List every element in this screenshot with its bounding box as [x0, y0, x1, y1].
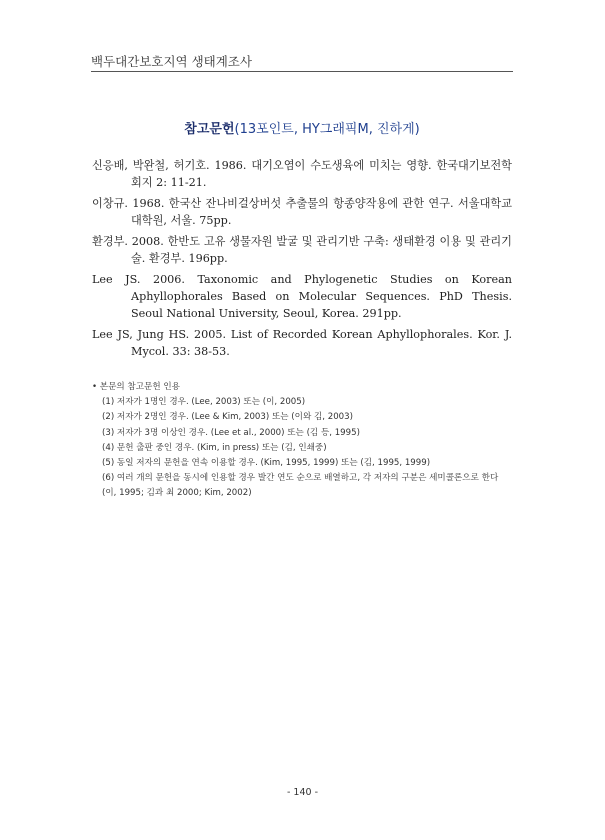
reference-entry: Lee JS, Jung HS. 2005. List of Recorded Korean Aphyllophorales. Kor. J. Mycol. 33: 38-53.	[92, 328, 512, 358]
reference-entry: Lee JS. 2006. Taxonomic and Phylogenetic Studies on Korean Aphyllophorales Based on Molecular Sequences. PhD Thesis. Seoul National University, Seoul, Korea. 291pp.	[92, 273, 512, 320]
reference-entry: 이창규. 1968. 한국산 잔나비걸상버섯 추출물의 항종양작용에 관한 연구. 서울대학교 대학원, 서울. 75pp.	[92, 197, 512, 227]
citation-note-item: (2) 저자가 2명인 경우. (Lee & Kim, 2003) 또는 (이와 김, 2003)	[102, 412, 353, 423]
citation-note-item: (6) 여러 개의 문헌을 동시에 인용할 경우 발간 연도 순으로 배열하고, 각 저자의 구분은 세미콜론으로 한다(이, 1995; 김과 최 2000; Kim, 2002)	[102, 473, 499, 499]
section-title-format-note: (13포인트, HY그래픽M, 진하게)	[234, 122, 420, 137]
page-number: - 140 -	[286, 787, 319, 798]
citation-note-item: (5) 동일 저자의 문헌을 연속 이용할 경우. (Kim, 1995, 1999) 또는 (김, 1995, 1999)	[102, 458, 431, 469]
citation-note-item: (4) 문헌 출판 중인 경우. (Kim, in press) 또는 (김, 인쇄중)	[102, 442, 327, 453]
reference-entry: 환경부. 2008. 한반도 고유 생물자원 발굴 및 관리기반 구축: 생태환경 이용 및 관리기술. 환경부. 196pp.	[92, 235, 512, 265]
citation-note-item: (1) 저자가 1명인 경우. (Lee, 2003) 또는 (이, 2005)	[102, 397, 306, 408]
running-header: 백두대간보호지역 생태계조사	[91, 54, 252, 69]
reference-list	[92, 158, 512, 365]
section-title-main: 참고문헌	[184, 122, 235, 137]
section-title	[91, 118, 513, 137]
reference-entry: 신응배, 박완철, 허기호. 1986. 대기오염이 수도생육에 미치는 영향. 한국대기보전학회지 2: 11-21.	[92, 159, 512, 189]
citation-note-item: (3) 저자가 3명 이상인 경우. (Lee et al., 2000) 또는 (김 등, 1995)	[102, 427, 360, 438]
citation-notes	[92, 380, 512, 502]
citation-notes-heading: • 본문의 참고문헌 인용	[92, 382, 180, 392]
header-divider	[91, 71, 513, 72]
